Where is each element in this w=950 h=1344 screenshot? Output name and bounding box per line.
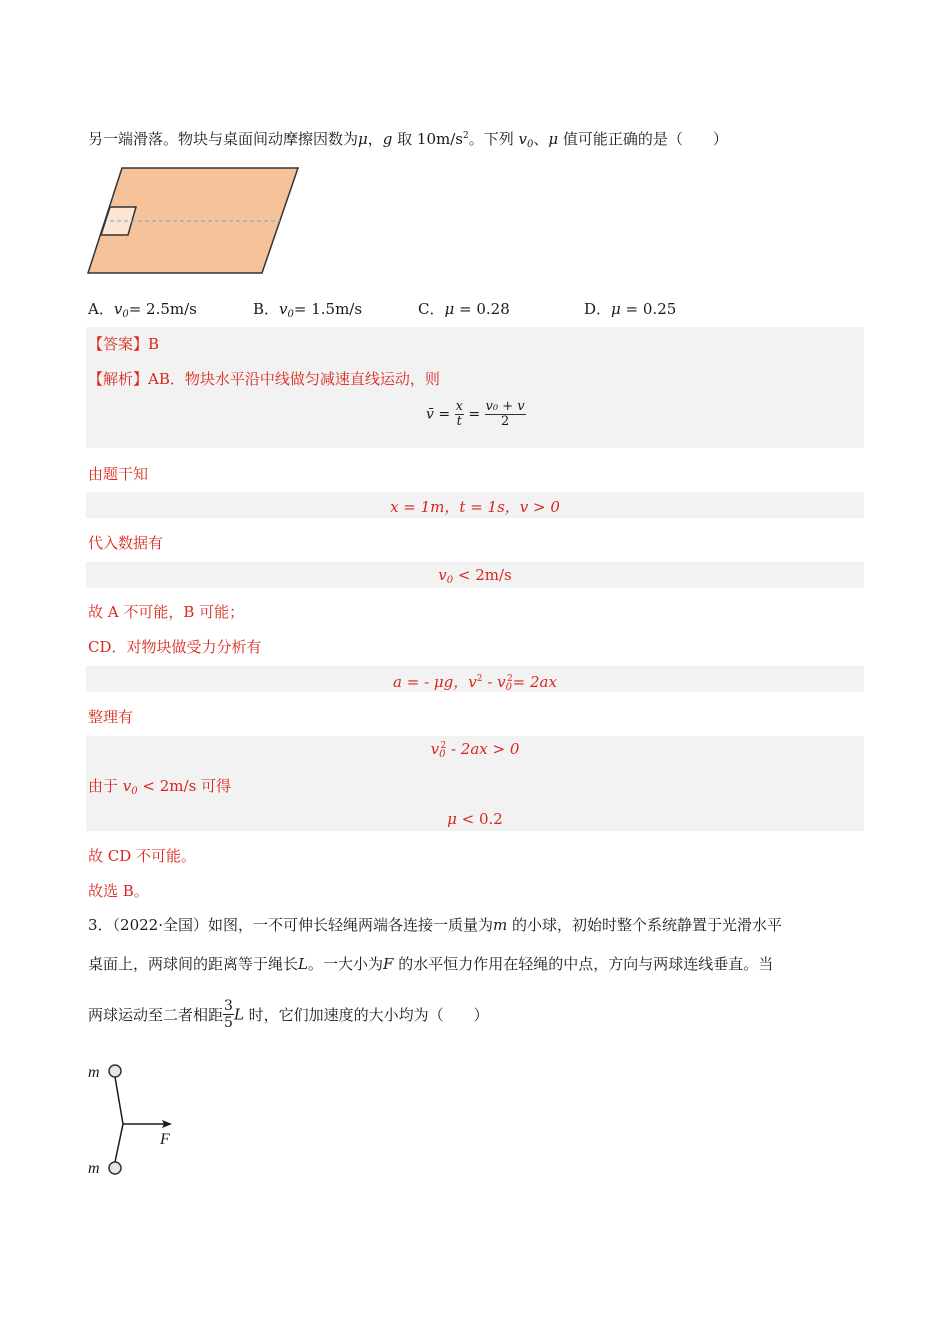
acceleration-equation: a = - μg，$v^2 - v_0^2= 2ax$ (393, 673, 557, 693)
from-stem: 由题干知 (88, 465, 149, 483)
mu-inequality: μ < 0.2 (447, 810, 503, 828)
option-d: D．μ = 0.25 (584, 300, 677, 318)
q2-stem: 另一端滑落。物块与桌面间动摩擦因数为μ，g 取 $10m/s^2$。下列 $v_0$、μ 值可能正确的是（ ） (88, 130, 728, 150)
q3-line-3: 两球运动至二者相距 $\frac{3}{5}$ L 时，它们加速度的大小均为（ ） (88, 998, 489, 1031)
given-values: x = 1m，t = 1s，v > 0 (390, 498, 560, 516)
cd-intro: CD．对物块做受力分析有 (88, 638, 262, 656)
final-answer: 故选 B。 (88, 882, 149, 900)
formula-average-velocity: v̄ = $\frac{x}{t}$ = $\frac{\text{v₀ + v}}{2}$ (426, 399, 525, 429)
option-c: C．μ = 0.28 (418, 300, 510, 318)
conclude-ab: 故 A 不可能，B 可能； (88, 603, 245, 621)
force-label: F (160, 1131, 170, 1148)
rope-upper (115, 1077, 123, 1124)
ball-top (109, 1065, 121, 1077)
rope-figure (84, 1058, 194, 1182)
v0-inequality: $v_0 < 2m/s$ (438, 566, 512, 586)
since-line: 由于 $v_0 < 2m/s$ 可得 (88, 777, 232, 797)
answer-line: 【答案】B (88, 335, 160, 353)
q3-line-2: 桌面上，两球间的距离等于绳长L。一大小为F 的水平恒力作用在轻绳的中点，方向与两球连线垂直。当 (88, 955, 774, 973)
option-a: A．$v_0= 2.5m/s$ (88, 300, 197, 320)
mass-label-top: m (88, 1064, 100, 1081)
analysis-intro: 【解析】AB．物块水平沿中线做匀减速直线运动，则 (88, 370, 440, 388)
ball-bottom (109, 1162, 121, 1174)
table-figure (86, 166, 302, 276)
conclude-cd: 故 CD 不可能。 (88, 847, 197, 865)
q3-line-1: 3．（2022·全国）如图，一不可伸长轻绳两端各连接一质量为m 的小球，初始时整个系统静置于光滑水平 (88, 916, 783, 934)
v0-squared-inequality: $v_0^2 - 2ax > 0$ (430, 740, 520, 760)
option-b: B．$v_0= 1.5m/s$ (253, 300, 363, 320)
arrange-line: 整理有 (88, 708, 134, 726)
substitute-line: 代入数据有 (88, 534, 164, 552)
mass-label-bottom: m (88, 1160, 100, 1177)
rope-lower (115, 1124, 123, 1162)
